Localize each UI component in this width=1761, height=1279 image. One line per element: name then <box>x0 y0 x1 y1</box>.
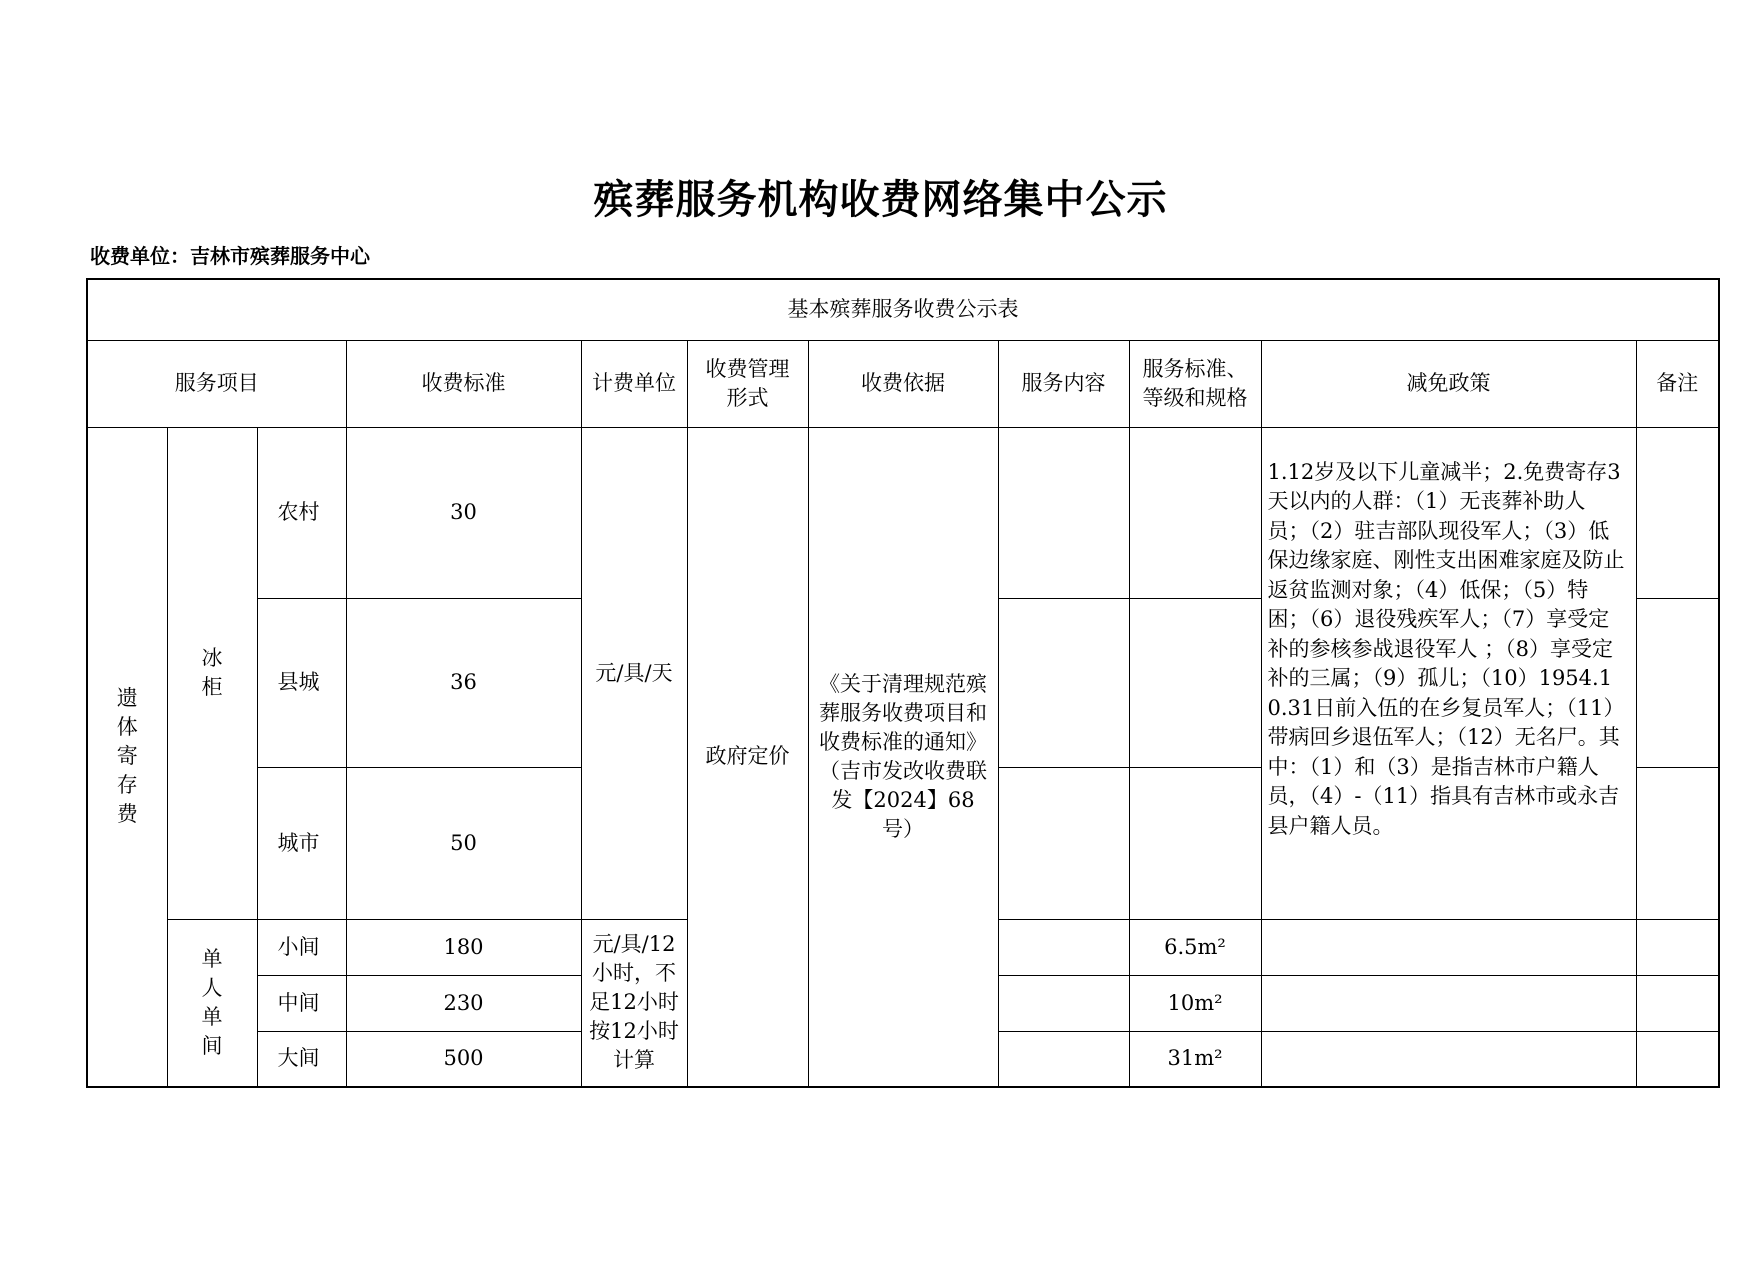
header-management-form: 收费管理形式 <box>687 340 808 427</box>
header-service-standard: 服务标准、等级和规格 <box>1129 340 1261 427</box>
charging-unit: 收费单位：吉林市殡葬服务中心 <box>90 244 370 268</box>
service-content-cell <box>998 1031 1129 1087</box>
group-room-name: 单人单间 <box>167 919 257 1087</box>
service-content-cell <box>998 598 1129 767</box>
management-form-cell: 政府定价 <box>687 427 808 1087</box>
service-content-cell <box>998 919 1129 975</box>
exemption-policy-empty <box>1261 1031 1636 1087</box>
header-row <box>87 340 1719 427</box>
exemption-policy-empty <box>1261 975 1636 1031</box>
remarks-cell <box>1636 598 1719 767</box>
header-fee-standard: 收费标准 <box>346 340 581 427</box>
fee-value: 36 <box>346 598 581 767</box>
exemption-policy-cell: 1.12岁及以下儿童减半；2.免费寄存3天以内的人群：（1）无丧葬补助人员；（2）驻吉部队现役军人；（3）低保边缘家庭、刚性支出困难家庭及防止返贫监测对象；（4）低保；（5）特困；（6）退役残疾军人；（7）享受定补的参核参战退役军人 ；（8）享受定补的三属；（9）孤儿；（10）1954.10.31日前入伍的在乡复员军人；（11）带病回乡退伍军人；（12）无名尸。其中：（1）和（3）是指吉林市户籍人员，（4）-（11）指具有吉林市或永吉县户籍人员。 <box>1261 427 1636 919</box>
table-row <box>87 427 1719 598</box>
remarks-cell <box>1636 975 1719 1031</box>
header-remarks: 备注 <box>1636 340 1719 427</box>
remarks-cell <box>1636 919 1719 975</box>
header-service-item: 服务项目 <box>87 340 346 427</box>
document-title: 殡葬服务机构收费网络集中公示 <box>593 177 1168 223</box>
sub-item: 县城 <box>257 598 346 767</box>
fee-basis-cell: 《关于清理规范殡葬服务收费项目和收费标准的通知》（吉市发改收费联发【2024】68号） <box>808 427 998 1087</box>
sub-item: 大间 <box>257 1031 346 1087</box>
room-billing-unit: 元/具/12小时，不足12小时按12小时计算 <box>581 919 687 1087</box>
service-standard-cell <box>1129 598 1261 767</box>
table-caption: 基本殡葬服务收费公示表 <box>87 279 1719 340</box>
sub-item: 中间 <box>257 975 346 1031</box>
header-service-content: 服务内容 <box>998 340 1129 427</box>
service-standard-cell <box>1129 427 1261 598</box>
fee-value: 230 <box>346 975 581 1031</box>
sub-item: 小间 <box>257 919 346 975</box>
freezer-billing-unit: 元/具/天 <box>581 427 687 919</box>
remarks-cell <box>1636 1031 1719 1087</box>
sub-item: 农村 <box>257 427 346 598</box>
fee-value: 30 <box>346 427 581 598</box>
service-standard-cell <box>1129 767 1261 919</box>
header-fee-basis: 收费依据 <box>808 340 998 427</box>
fee-value: 180 <box>346 919 581 975</box>
service-content-cell <box>998 767 1129 919</box>
service-content-cell <box>998 975 1129 1031</box>
header-exemption-policy: 减免政策 <box>1261 340 1636 427</box>
service-standard-cell: 6.5m² <box>1129 919 1261 975</box>
service-content-cell <box>998 427 1129 598</box>
remarks-cell <box>1636 427 1719 598</box>
service-standard-cell: 10m² <box>1129 975 1261 1031</box>
sub-item: 城市 <box>257 767 346 919</box>
exemption-policy-empty <box>1261 919 1636 975</box>
fee-value: 500 <box>346 1031 581 1087</box>
group-freezer-name: 冰柜 <box>167 427 257 919</box>
category-cell: 遗体寄存费 <box>87 427 167 1087</box>
fee-table <box>86 278 1720 1088</box>
fee-value: 50 <box>346 767 581 919</box>
remarks-cell <box>1636 767 1719 919</box>
service-standard-cell: 31m² <box>1129 1031 1261 1087</box>
caption-row <box>87 279 1719 340</box>
header-billing-unit: 计费单位 <box>581 340 687 427</box>
